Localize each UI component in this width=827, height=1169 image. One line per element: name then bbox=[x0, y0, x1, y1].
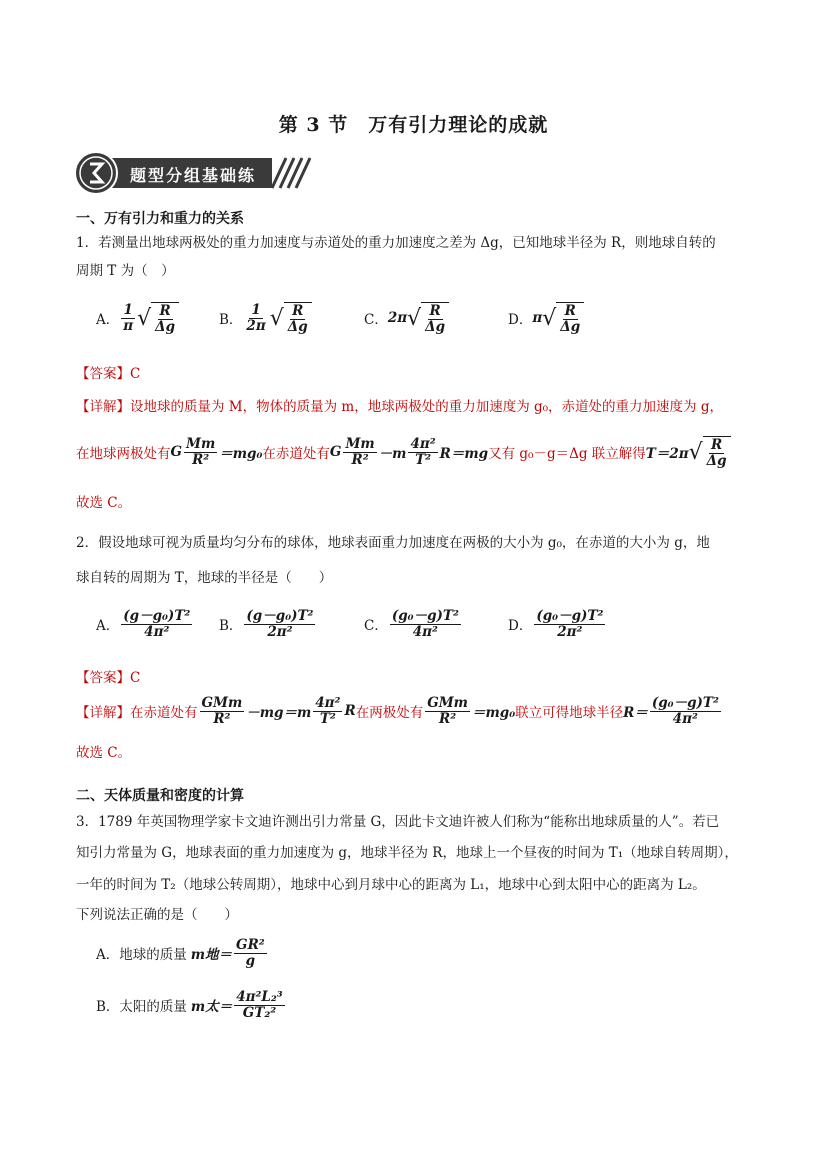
q2-answer: 【答案】C bbox=[76, 670, 141, 686]
q2-option-d: D． $\frac{\text{(g₀－g)T²}}{\text{2π²}}$ bbox=[508, 608, 604, 640]
option-fraction: $\frac{\text{(g－g₀)T²}}{\text{2π²}}$ bbox=[246, 608, 314, 640]
coef-fraction: $\frac{1}{2\pi}$ bbox=[246, 302, 266, 334]
q2-stem-line2: 球自转的周期为 T，地球的半径是（ ） bbox=[76, 570, 333, 586]
banner-label: 题型分组基础练 bbox=[130, 166, 257, 185]
q1-detail-line2: 在地球两极处有 G $\frac{Mm}{\text{R²}}$ ＝mg₀ 在赤道处有 G $\frac{Mm}{\text{R²}}$ －m $\frac{\text{4π²}}{\text{T²}}$ R＝mg 又有 g₀－g＝Δg 联立解得 T＝2π √ $\frac{R}{\Delta g}$ bbox=[76, 436, 731, 469]
q1-option-c bbox=[364, 302, 449, 335]
sqrt-expression: √ $\frac{R}{\Delta g}$ bbox=[137, 302, 179, 335]
option-letter: C． bbox=[364, 312, 388, 329]
eq-poles: $\frac{\text{GMm}}{\text{R²}}$ ＝mg₀ bbox=[427, 695, 516, 727]
sqrt-expression: √ $\frac{R}{\Delta g}$ bbox=[407, 302, 449, 335]
q3-option-a: A．地球的质量 m地＝ $\frac{\text{GR²}}{g}$ bbox=[96, 937, 265, 969]
coef: π bbox=[532, 310, 543, 327]
option-fraction: $\frac{\text{4π²L₂³}}{\text{GT₂²}}$ bbox=[236, 989, 283, 1021]
q1-detail-line1: 【详解】设地球的质量为 M，物体的质量为 m，地球两极处的重力加速度为 g₀，赤道处的重力加速度为 g， bbox=[76, 399, 723, 415]
q2-stem-line1: 2．假设地球可视为质量均匀分布的球体，地球表面重力加速度在两极的大小为 g₀，在赤道的大小为 g，地 bbox=[76, 535, 710, 551]
q2-option-a: A． $\frac{\text{(g－g₀)T²}}{\text{4π²}}$ bbox=[96, 608, 191, 640]
section-heading-2: 二、天体质量和密度的计算 bbox=[76, 788, 244, 804]
q2-option-b: B． $\frac{\text{(g－g₀)T²}}{\text{2π²}}$ bbox=[219, 608, 314, 640]
q1-stem-line2: 周期 T 为（ ） bbox=[76, 263, 175, 279]
option-letter: A． bbox=[96, 312, 120, 329]
option-fraction: $\frac{\text{GR²}}{g}$ bbox=[236, 937, 265, 969]
page-title: 第 3 节 万有引力理论的成就 bbox=[278, 114, 549, 136]
option-fraction: $\frac{\text{(g₀－g)T²}}{\text{4π²}}$ bbox=[391, 608, 459, 640]
q2-detail: 【详解】在赤道处有 $\frac{\text{GMm}}{\text{R²}}$ －mg＝m $\frac{\text{4π²}}{\text{T²}}$ R 在两极处有 $\frac{\text{GMm}}{\text{R²}}$ ＝mg₀ 联立可得地球半径 R＝ $\frac{\text{(g₀－g)T²}}{\text{4π²}}$ bbox=[76, 696, 723, 727]
section-heading-1: 一、万有引力和重力的关系 bbox=[76, 211, 244, 227]
q1-stem-line1: 1．若测量出地球两极处的重力加速度与赤道处的重力加速度之差为 Δg，已知地球半径为 R，则地球自转的 bbox=[76, 235, 716, 251]
q3-line3: 一年的时间为 T₂（地球公转周期），地球中心到月球中心的距离为 L₁，地球中心到太阳中心的距离为 L₂。 bbox=[76, 877, 706, 893]
option-letter: D． bbox=[508, 312, 533, 329]
eq-result: T＝2π √ $\frac{R}{\Delta g}$ bbox=[646, 436, 731, 469]
coef-fraction: $\frac{1}{\pi}$ bbox=[123, 302, 134, 334]
q1-answer: 【答案】C bbox=[76, 366, 141, 382]
q3-line4: 下列说法正确的是（ ） bbox=[76, 907, 238, 923]
coef: 2π bbox=[387, 310, 408, 327]
eq-result: R＝ $\frac{\text{(g₀－g)T²}}{\text{4π²}}$ bbox=[623, 695, 719, 727]
q2-conclusion: 故选 C。 bbox=[76, 745, 132, 761]
option-fraction: $\frac{\text{(g－g₀)T²}}{\text{4π²}}$ bbox=[123, 608, 191, 640]
q1-conclusion: 故选 C。 bbox=[76, 495, 132, 511]
q1-option-a bbox=[96, 302, 179, 335]
section-banner bbox=[72, 150, 312, 196]
option-fraction: $\frac{\text{(g₀－g)T²}}{\text{2π²}}$ bbox=[536, 608, 604, 640]
q3-line1: 3．1789 年英国物理学家卡文迪许测出引力常量 G，因此卡文迪许被人们称为“能称出地球质量的人”。若已 bbox=[76, 814, 720, 830]
q3-line2: 知引力常量为 G，地球表面的重力加速度为 g，地球半径为 R，地球上一个昼夜的时间为 T₁（地球自转周期）， bbox=[76, 845, 738, 861]
option-letter: B． bbox=[219, 312, 243, 329]
sqrt-expression: √ $\frac{R}{\Delta g}$ bbox=[542, 302, 584, 335]
q1-option-b bbox=[219, 302, 312, 335]
q3-option-b: B．太阳的质量 m太＝ $\frac{\text{4π²L₂³}}{\text{GT₂²}}$ bbox=[96, 989, 283, 1021]
q1-option-d bbox=[508, 302, 584, 335]
sqrt-expression: √ $\frac{R}{\Delta g}$ bbox=[270, 302, 312, 335]
q2-option-c: C． $\frac{\text{(g₀－g)T²}}{\text{4π²}}$ bbox=[364, 608, 459, 640]
eq-poles: G $\frac{Mm}{\text{R²}}$ ＝mg₀ bbox=[170, 436, 263, 468]
eq-equator: $\frac{\text{GMm}}{\text{R²}}$ －mg＝m $\frac{\text{4π²}}{\text{T²}}$ R bbox=[201, 695, 356, 727]
eq-equator: G $\frac{Mm}{\text{R²}}$ －m $\frac{\text{4π²}}{\text{T²}}$ R＝mg bbox=[329, 436, 489, 468]
